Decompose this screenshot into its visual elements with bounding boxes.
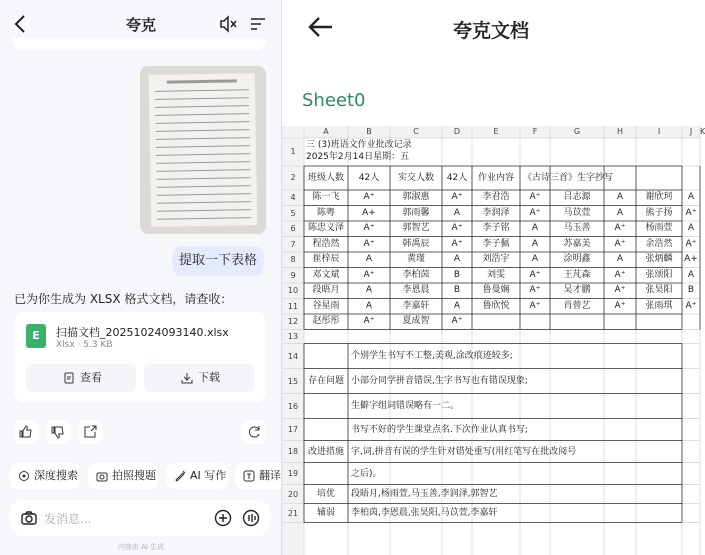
student-cell-8-4[interactable] (472, 314, 520, 330)
student-cell-3-4[interactable]: 李子佩 (482, 238, 510, 249)
fudao-label[interactable]: 辅弱 (316, 507, 335, 518)
student-cell-2-8[interactable]: 杨雨萱 (645, 223, 673, 233)
thumbs-down-icon[interactable] (46, 420, 70, 444)
student-cell-0-5[interactable]: A⁺ (529, 192, 541, 202)
row-header-7[interactable]: 7 (290, 239, 296, 249)
download-label: 下载 (198, 371, 220, 384)
student-cell-2-2[interactable]: 郭智艺 (402, 223, 430, 233)
download-icon (181, 372, 193, 384)
row-header-2[interactable]: 2 (290, 173, 296, 182)
chip-photo-search[interactable]: 拍照搜题 (88, 463, 158, 489)
file-name: 扫描文档_20251024093140.xlsx (56, 326, 229, 339)
fudao-value[interactable]: 李柏茵,李恩晨,张昊阳,马苡萱,李嘉轩 (351, 507, 498, 518)
document-panel (282, 0, 705, 555)
student-cell-2-9[interactable]: A (687, 223, 695, 233)
student-cell-7-4[interactable]: 鲁欣悦 (482, 300, 510, 311)
student-cell-6-2[interactable]: 李恩晨 (402, 285, 430, 295)
chat-panel (0, 0, 282, 555)
camera-icon (96, 470, 108, 482)
student-cell-3-2[interactable]: 韩禹辰 (402, 238, 430, 249)
view-button[interactable] (26, 364, 136, 392)
measure-line-1[interactable]: 字,词,拼音有误的学生针对错处重写(用红笔写在批改阅号 (351, 446, 577, 457)
student-cell-4-8[interactable]: 张炳麟 (645, 254, 673, 264)
column-header-E[interactable]: E (493, 127, 499, 136)
student-cell-8-3[interactable]: A⁺ (451, 316, 463, 326)
student-cell-3-5[interactable]: A (531, 238, 539, 249)
uploaded-photo[interactable] (140, 66, 266, 234)
mute-icon[interactable] (218, 14, 238, 34)
view-label: 查看 (80, 371, 102, 384)
row-header-16[interactable]: 16 (287, 401, 299, 411)
student-cell-5-2[interactable]: 李柏茵 (402, 269, 430, 280)
student-cell-8-5[interactable] (520, 314, 550, 330)
row-header-15[interactable]: 15 (287, 376, 299, 386)
message-input-placeholder[interactable]: 发消息... (44, 512, 92, 526)
plus-icon[interactable] (214, 509, 232, 527)
student-cell-0-3[interactable]: A⁺ (451, 192, 463, 202)
student-cell-3-0[interactable]: 程浩然 (312, 238, 340, 249)
student-cell-2-7[interactable]: A⁺ (614, 223, 626, 233)
student-cell-6-1[interactable]: A (365, 285, 373, 295)
problems-label[interactable]: 存在问题 (307, 375, 344, 386)
student-cell-4-6[interactable]: 涂明鑫 (563, 254, 591, 264)
student-cell-7-9[interactable]: A⁺ (685, 300, 697, 311)
document-title: 夸克文档 (452, 20, 529, 42)
student-cell-2-0[interactable]: 陈忠义泽 (307, 223, 344, 233)
student-cell-2-5[interactable]: A (531, 223, 539, 233)
row-header-11[interactable]: 11 (287, 301, 299, 311)
student-cell-3-3[interactable]: A⁺ (451, 238, 463, 249)
measures-label[interactable]: 改进措施 (307, 446, 344, 457)
deep-search-icon (18, 470, 30, 482)
chip-translate[interactable]: 翻译 (235, 463, 295, 489)
student-cell-1-6[interactable]: 马苡萱 (563, 207, 591, 218)
row-header-19[interactable]: 19 (287, 468, 299, 478)
row2-cell-0[interactable]: 班级人数 (307, 173, 344, 183)
column-header-A[interactable]: A (323, 127, 329, 136)
sheet-date[interactable]: 2025年2月14日星期：五 (306, 152, 410, 162)
student-cell-0-7[interactable]: A (616, 192, 624, 202)
problem-line-0[interactable]: 个别学生书写不工整,美观,涂改痕迹较多; (351, 350, 513, 361)
student-cell-7-2[interactable]: 李嘉轩 (402, 300, 430, 311)
student-cell-7-6[interactable]: 肖曾艺 (563, 300, 591, 311)
student-cell-6-5[interactable]: A⁺ (529, 285, 541, 295)
row-header-17[interactable]: 17 (287, 424, 299, 434)
row-header-13[interactable]: 13 (287, 331, 299, 341)
file-meta: Xlsx · 5.3 KB (56, 340, 113, 350)
thumbs-up-icon[interactable] (14, 420, 38, 444)
row-header-10[interactable]: 10 (287, 286, 299, 295)
student-cell-3-9[interactable]: A⁺ (685, 238, 697, 249)
column-header-F[interactable]: F (532, 127, 538, 136)
student-cell-4-5[interactable]: A (531, 254, 539, 264)
row-header-18[interactable]: 18 (287, 446, 299, 456)
student-cell-1-9[interactable]: A⁺ (685, 207, 697, 218)
student-cell-7-5[interactable]: A⁺ (529, 300, 541, 311)
row-header-1[interactable]: 1 (290, 147, 296, 156)
student-cell-0-2[interactable]: 郭淑惠 (402, 192, 430, 202)
problem-line-1[interactable]: 小部分同学拼音错误,生字书写也有错误现象; (351, 375, 528, 386)
chat-header (0, 0, 282, 50)
share-icon[interactable] (78, 420, 102, 444)
student-cell-7-7[interactable]: A⁺ (614, 300, 626, 311)
student-cell-8-1[interactable]: A⁺ (363, 316, 375, 326)
student-cell-3-8[interactable]: 余浩然 (645, 238, 673, 249)
column-header-B[interactable]: B (366, 127, 372, 136)
chat-title: 夸克 (125, 16, 156, 34)
student-cell-5-1[interactable]: A⁺ (363, 269, 375, 280)
row2-cell-5[interactable]: 《古诗三首》生字抄写 (523, 173, 614, 183)
student-cell-8-2[interactable]: 夏成智 (402, 316, 430, 326)
student-cell-0-8[interactable]: 谢欣珂 (645, 192, 673, 202)
excel-file-icon: E (26, 324, 46, 348)
file-card[interactable] (14, 312, 266, 402)
student-cell-5-4[interactable]: 刘雯 (486, 269, 505, 280)
student-cell-0-1[interactable]: A⁺ (363, 192, 375, 202)
sheet-name[interactable]: Sheet0 (302, 90, 366, 111)
student-cell-1-1[interactable]: A+ (362, 207, 376, 218)
student-cell-7-8[interactable]: 张雨琪 (645, 300, 673, 311)
student-cell-1-8[interactable]: 熊子扬 (645, 207, 673, 218)
student-cell-0-4[interactable]: 李君浩 (482, 192, 510, 202)
student-cell-8-6[interactable] (550, 314, 604, 330)
student-cell-1-0[interactable]: 陈粤 (316, 207, 335, 218)
row2-cell-1[interactable]: 42人 (358, 173, 380, 183)
student-cell-2-6[interactable]: 马玉善 (563, 223, 591, 233)
row-header-12[interactable]: 12 (287, 317, 299, 326)
measure-line-0[interactable]: 书写不好的学生课堂点名.下次作业认真书写; (351, 424, 528, 435)
row-header-21[interactable]: 21 (287, 508, 299, 518)
student-cell-5-6[interactable]: 王芃森 (563, 269, 591, 280)
student-cell-1-3[interactable]: A (453, 207, 461, 218)
column-header-J[interactable]: J (689, 127, 693, 136)
download-button[interactable] (144, 364, 254, 392)
column-header-I[interactable]: I (657, 127, 661, 136)
student-cell-0-6[interactable]: 吕志源 (563, 192, 591, 202)
sheet-title[interactable]: 三 (3)班语文作业批改记录 (306, 140, 412, 150)
spreadsheet (282, 72, 705, 555)
student-cell-6-4[interactable]: 鲁曼娴 (482, 285, 510, 295)
row-header-20[interactable]: 20 (287, 489, 299, 499)
document-icon (63, 372, 75, 384)
camera-icon[interactable] (20, 509, 38, 527)
translate-icon (243, 470, 255, 482)
student-cell-4-1[interactable]: A (365, 254, 373, 264)
student-cell-8-8[interactable] (636, 314, 682, 330)
problem-line-2[interactable]: 生僻字组词错误略有一二。 (351, 400, 460, 411)
student-cell-4-4[interactable]: 刘浩宇 (482, 254, 510, 264)
chip-ai-writing[interactable]: AI 写作 (166, 463, 228, 489)
peiyou-value[interactable]: 段晤月,杨雨萱,马玉善,李润泽,郭智艺 (351, 488, 498, 499)
chip-deep-search[interactable]: 深度搜索 (10, 463, 80, 489)
student-cell-6-7[interactable]: A⁺ (614, 285, 626, 295)
student-cell-1-5[interactable]: A⁺ (529, 207, 541, 218)
row2-cell-4[interactable]: 作业内容 (477, 173, 514, 183)
student-cell-6-3[interactable]: B (453, 285, 461, 295)
student-cell-6-9[interactable]: B (687, 285, 695, 295)
voice-icon[interactable] (242, 509, 260, 527)
previous-card-edge (12, 38, 266, 50)
student-cell-1-4[interactable]: 李润泽 (482, 207, 510, 218)
student-cell-6-8[interactable]: 张昊阳 (645, 285, 673, 295)
pen-icon (174, 470, 186, 482)
row-header-9[interactable]: 9 (290, 270, 296, 280)
student-cell-1-2[interactable]: 郭雨馨 (402, 207, 430, 218)
student-cell-4-3[interactable]: A (453, 254, 461, 264)
student-cell-4-7[interactable]: A (616, 254, 624, 264)
student-cell-3-1[interactable]: A⁺ (363, 238, 375, 249)
column-header-G[interactable]: G (573, 127, 581, 136)
student-cell-0-9[interactable]: A (687, 192, 695, 202)
column-header-C[interactable]: C (413, 127, 419, 136)
student-cell-4-9[interactable]: A+ (684, 254, 698, 264)
student-cell-7-0[interactable]: 谷星雨 (312, 300, 340, 311)
row-header-5[interactable]: 5 (290, 208, 296, 218)
student-cell-6-6[interactable]: 吴才鹏 (563, 285, 591, 295)
student-cell-2-1[interactable]: A⁺ (363, 223, 375, 233)
student-cell-5-5[interactable]: A⁺ (529, 269, 541, 280)
student-cell-3-7[interactable]: A⁺ (614, 238, 626, 249)
student-cell-4-2[interactable]: 黄瑾 (406, 254, 425, 264)
student-cell-3-6[interactable]: 苏嘉美 (563, 238, 591, 249)
row-header-6[interactable]: 6 (290, 224, 296, 233)
message-input-bar[interactable] (10, 500, 270, 536)
student-cell-5-8[interactable]: 张颂阳 (645, 269, 673, 280)
column-header-K[interactable]: K (700, 127, 705, 136)
assistant-reply: 已为你生成为 XLSX 格式文档，请查收： (14, 292, 233, 306)
student-cell-7-1[interactable]: A (365, 300, 373, 311)
student-cell-8-0[interactable]: 赵彤彤 (312, 316, 340, 326)
column-header-H[interactable]: H (616, 127, 623, 136)
menu-icon[interactable] (249, 15, 267, 33)
ai-footnote: 内容由 AI 生成 (117, 543, 165, 551)
student-cell-2-4[interactable]: 李子铭 (482, 223, 510, 233)
student-cell-1-7[interactable]: A (616, 207, 624, 218)
student-cell-8-9[interactable] (682, 314, 700, 330)
peiyou-label[interactable]: 培优 (316, 488, 335, 499)
paper-image (149, 73, 258, 227)
measure-line-2[interactable]: 之后)。 (351, 468, 382, 479)
user-message: 提取一下表格 (172, 246, 264, 276)
student-cell-2-3[interactable]: A⁺ (451, 223, 463, 233)
column-header-D[interactable]: D (453, 127, 461, 136)
row2-cell-2[interactable]: 实交人数 (397, 173, 434, 183)
student-cell-4-0[interactable]: 崔梓辰 (312, 254, 340, 264)
row-header-14[interactable]: 14 (287, 351, 299, 361)
student-cell-5-7[interactable]: A⁺ (614, 269, 626, 280)
row-header-8[interactable]: 8 (290, 255, 296, 264)
refresh-icon[interactable] (242, 420, 266, 444)
student-cell-6-0[interactable]: 段晤月 (312, 285, 340, 295)
student-cell-5-3[interactable]: B (453, 269, 461, 280)
student-cell-0-0[interactable]: 陈一飞 (312, 192, 340, 202)
student-cell-5-9[interactable]: A (687, 269, 695, 280)
row-header-4[interactable]: 4 (290, 193, 296, 202)
student-cell-8-7[interactable] (604, 314, 636, 330)
row2-cell-3[interactable]: 42人 (446, 173, 468, 183)
student-cell-5-0[interactable]: 邓文斌 (312, 269, 340, 280)
student-cell-7-3[interactable]: A (453, 300, 461, 311)
